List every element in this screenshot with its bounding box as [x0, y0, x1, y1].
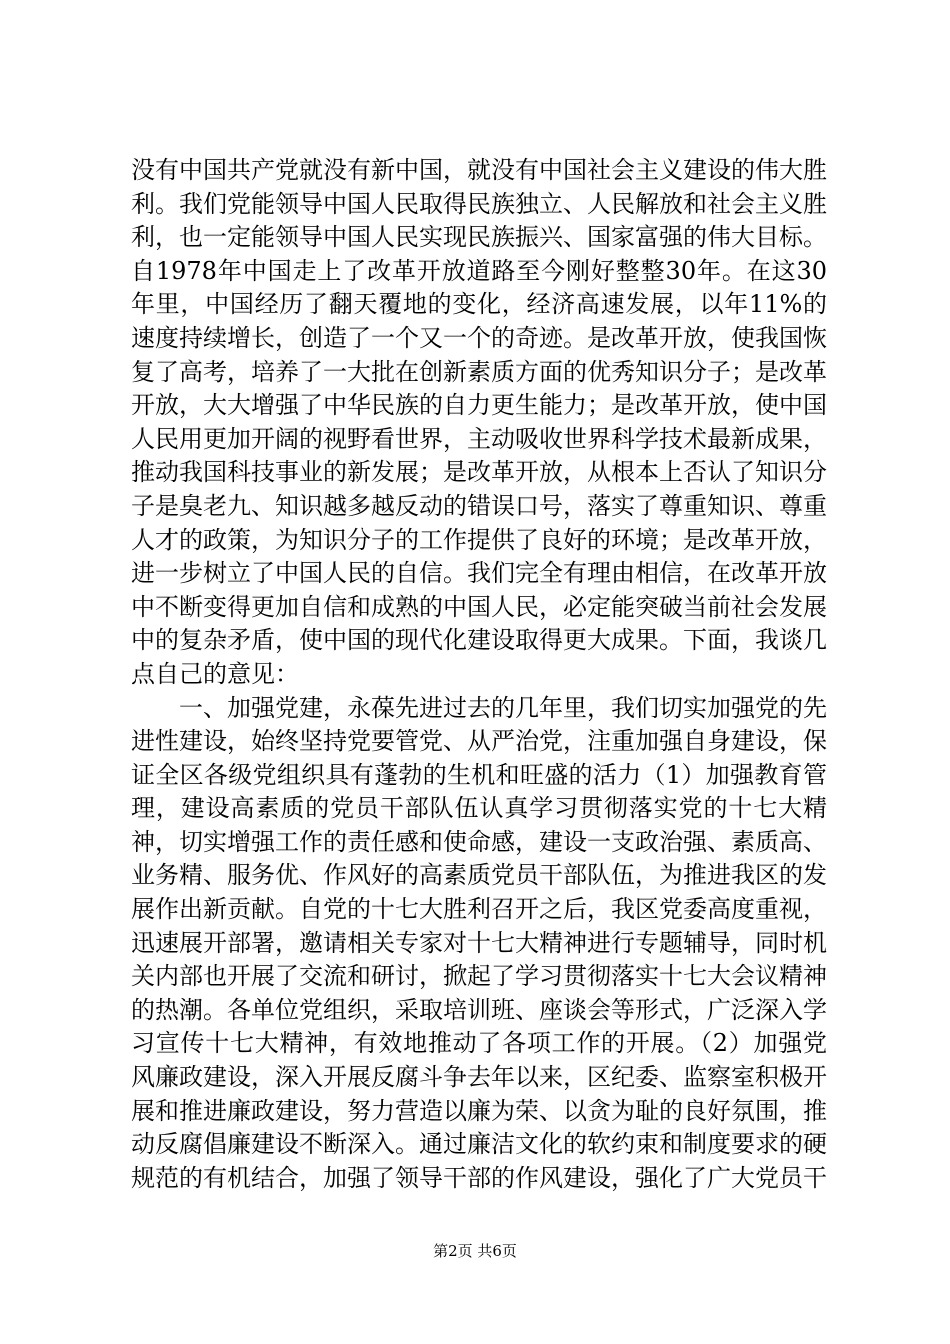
document-body: [131, 154, 827, 1195]
paragraph-intro: 没有中国共产党就没有新中国，就没有中国社会主义建设的伟大胜利。我们党能领导中国人民取得民族独立、人民解放和社会主义胜利，也一定能领导中国人民实现民族振兴、国家富强的伟大目标。自1978年中国走上了改革开放道路至今刚好整整30年。在这30年里，中国经历了翻天覆地的变化，经济高速发展，以年11%的速度持续增长，创造了一个又一个的奇迹。是改革开放，使我国恢复了高考，培养了一大批在创新素质方面的优秀知识分子；是改革开放，大大增强了中华民族的自力更生能力；是改革开放，使中国人民用更加开阔的视野看世界，主动吸收世界科学技术最新成果，推动我国科技事业的新发展；是改革开放，从根本上否认了知识分子是臭老九、知识越多越反动的错误口号，落实了尊重知识、尊重人才的政策，为知识分子的工作提供了良好的环境；是改革开放，进一步树立了中国人民的自信。我们完全有理由相信，在改革开放中不断变得更加自信和成熟的中国人民，必定能突破当前社会发展中的复杂矛盾，使中国的现代化建设取得更大成果。下面，我谈几点自己的意见：: [131, 156, 827, 688]
page-footer: 第2页 共6页: [433, 1242, 517, 1260]
paragraph-section-one: 一、加强党建，永葆先进过去的几年里，我们切实加强党的先进性建设，始终坚持党要管党、从严治党，注重加强自身建设，保证全区各级党组织具有蓬勃的生机和旺盛的活力（1）加强教育管理，建设高素质的党员干部队伍认真学习贯彻落实党的十七大精神，切实增强工作的责任感和使命感，建设一支政治强、素质高、业务精、服务优、作风好的高素质党员干部队伍，为推进我区的发展作出新贡献。自党的十七大胜利召开之后，我区党委高度重视，迅速展开部署，邀请相关专家对十七大精神进行专题辅导，同时机关内部也开展了交流和研讨，掀起了学习贯彻落实十七大会议精神的热潮。各单位党组织，采取培训班、座谈会等形式，广泛深入学习宣传十七大精神，有效地推动了各项工作的开展。（2）加强党风廉政建设，深入开展反腐斗争去年以来，区纪委、监察室积极开展和推进廉政建设，努力营造以廉为荣、以贪为耻的良好氛围，推动反腐倡廉建设不断深入。通过廉洁文化的软约束和制度要求的硬规范的有机结合，加强了领导干部的作风建设，强化了广大党员干: [131, 693, 827, 1192]
